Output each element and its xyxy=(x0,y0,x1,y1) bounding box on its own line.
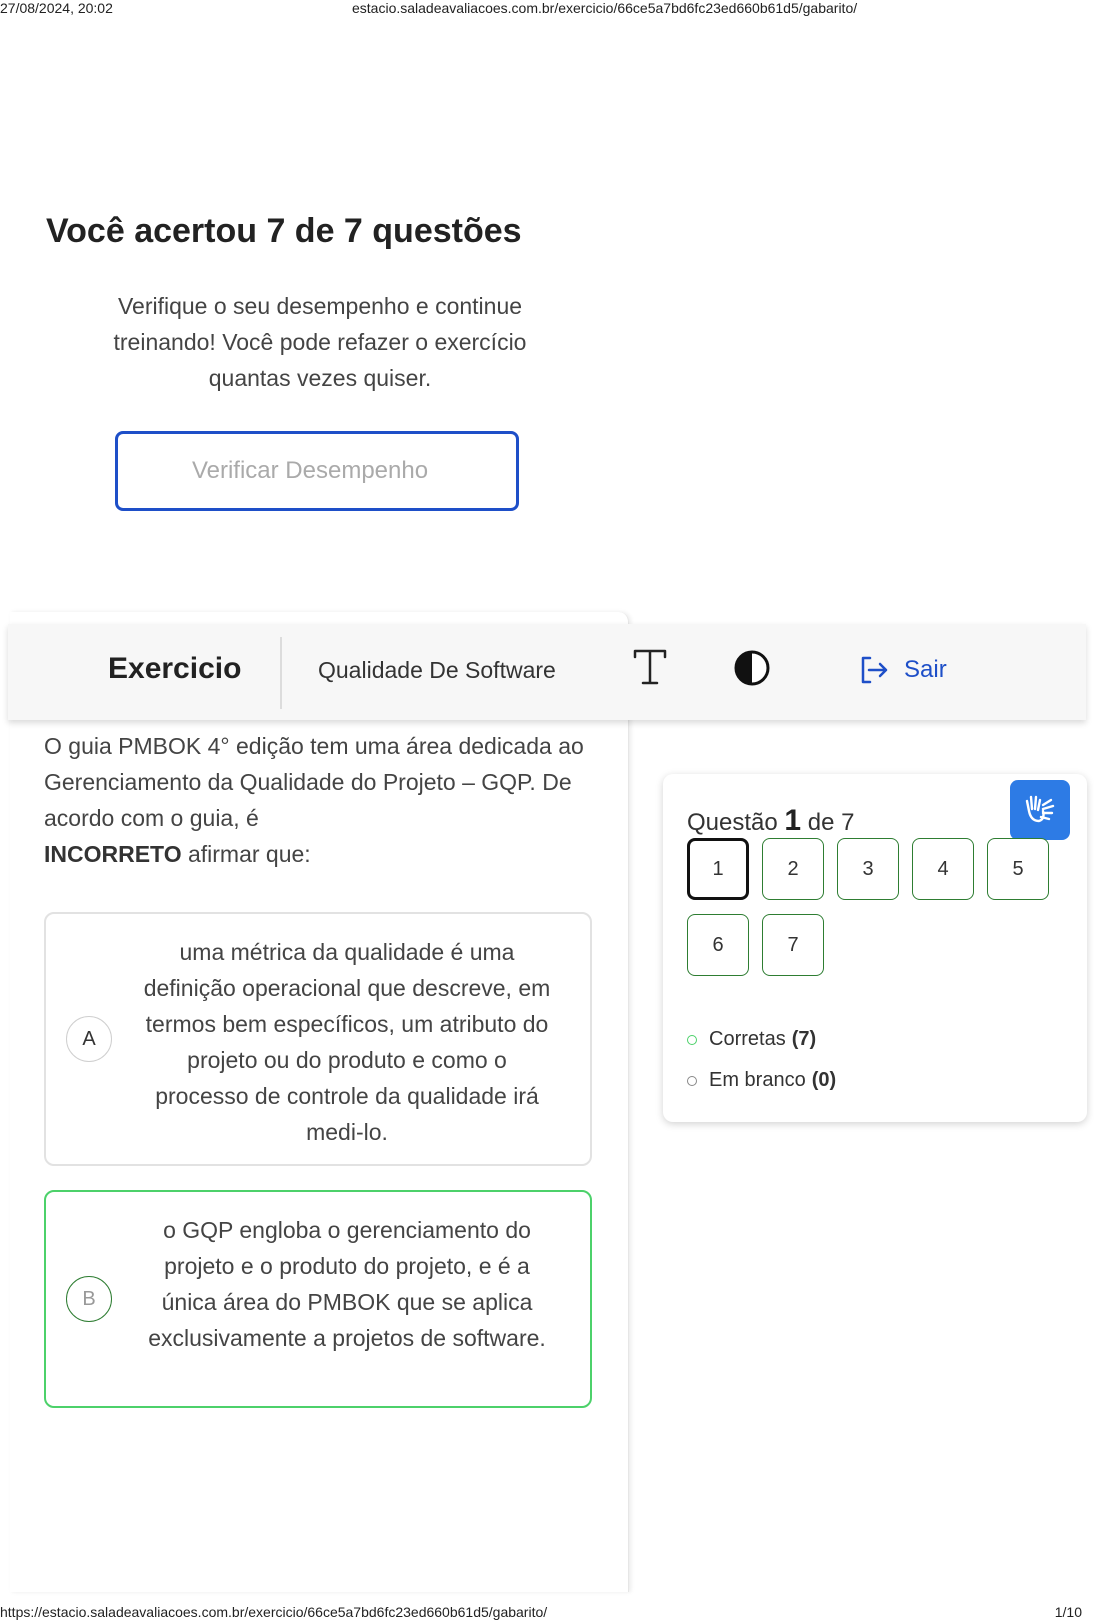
legend-blank-count: (0) xyxy=(811,1069,837,1091)
alternative-b[interactable] xyxy=(44,1190,592,1408)
question-button-1[interactable]: 1 xyxy=(687,838,749,900)
question-highlight: INCORRETO xyxy=(44,841,182,867)
question-button-6[interactable]: 6 xyxy=(687,914,749,976)
toolbar-divider xyxy=(280,637,282,709)
legend-blank-dot-icon xyxy=(687,1076,697,1086)
question-statement xyxy=(44,728,584,872)
question-navigator xyxy=(663,774,1087,1122)
alternative-letter-a: A xyxy=(66,1016,112,1062)
question-counter xyxy=(687,804,854,838)
legend-blank xyxy=(687,1069,836,1092)
legend-correct xyxy=(687,1028,816,1051)
toolbar-subject: Qualidade De Software xyxy=(318,657,556,683)
current-question-number: 1 xyxy=(784,804,802,837)
legend-correct-label: Corretas xyxy=(709,1028,786,1050)
question-button-4[interactable]: 4 xyxy=(912,838,974,900)
result-title: Você acertou 7 de 7 questões xyxy=(46,212,522,250)
print-datetime: 27/08/2024, 20:02 xyxy=(0,0,113,16)
toolbar-title: Exercicio xyxy=(108,652,242,685)
question-button-2[interactable]: 2 xyxy=(762,838,824,900)
sign-out-icon xyxy=(858,654,890,686)
alternative-text-b: o GQP engloba o gerenciamento do projeto e o produto do projeto, e é a única área do PMBOK que se aplica exclusivamente a projetos de software. xyxy=(148,1217,546,1351)
print-header-url: estacio.saladeavaliacoes.com.br/exercicio/66ce5a7bd6fc23ed660b61d5/gabarito/ xyxy=(352,0,858,16)
legend-blank-label: Em branco xyxy=(709,1069,806,1091)
question-button-7[interactable]: 7 xyxy=(762,914,824,976)
font-size-icon[interactable] xyxy=(632,648,668,688)
question-counter-label: Questão xyxy=(687,809,778,836)
question-button-5[interactable]: 5 xyxy=(987,838,1049,900)
legend-correct-count: (7) xyxy=(791,1028,817,1050)
contrast-icon[interactable] xyxy=(732,648,772,688)
print-footer-url: https://estacio.saladeavaliacoes.com.br/exercicio/66ce5a7bd6fc23ed660b61d5/gabarito/ xyxy=(0,1604,548,1620)
alternative-letter-b: B xyxy=(66,1276,112,1322)
exercise-toolbar xyxy=(8,624,1086,720)
alternative-a[interactable] xyxy=(44,912,592,1166)
libras-button[interactable] xyxy=(1010,780,1070,840)
question-total: de 7 xyxy=(807,809,855,836)
legend-correct-dot-icon xyxy=(687,1035,697,1045)
exit-button[interactable] xyxy=(858,650,947,690)
verify-performance-button[interactable]: Verificar Desempenho xyxy=(115,431,519,511)
question-text-after: afirmar que: xyxy=(187,841,311,867)
sign-language-icon xyxy=(1021,791,1059,829)
alternative-text-a: uma métrica da qualidade é uma definição operacional que descreve, em termos bem específicos, um atributo do projeto ou do produto e como o processo de controle da qualidade irá medi-lo. xyxy=(143,939,551,1145)
print-page-number: 1/10 xyxy=(1054,1604,1082,1620)
result-description: Verifique o seu desempenho e continue treinando! Você pode refazer o exercício quantas vezes quiser. xyxy=(113,293,527,391)
question-text-before: O guia PMBOK 4° edição tem uma área dedicada ao Gerenciamento da Qualidade do Projeto – GQP. De acordo com o guia, é xyxy=(44,733,584,831)
exit-label: Sair xyxy=(904,656,947,683)
question-button-3[interactable]: 3 xyxy=(837,838,899,900)
